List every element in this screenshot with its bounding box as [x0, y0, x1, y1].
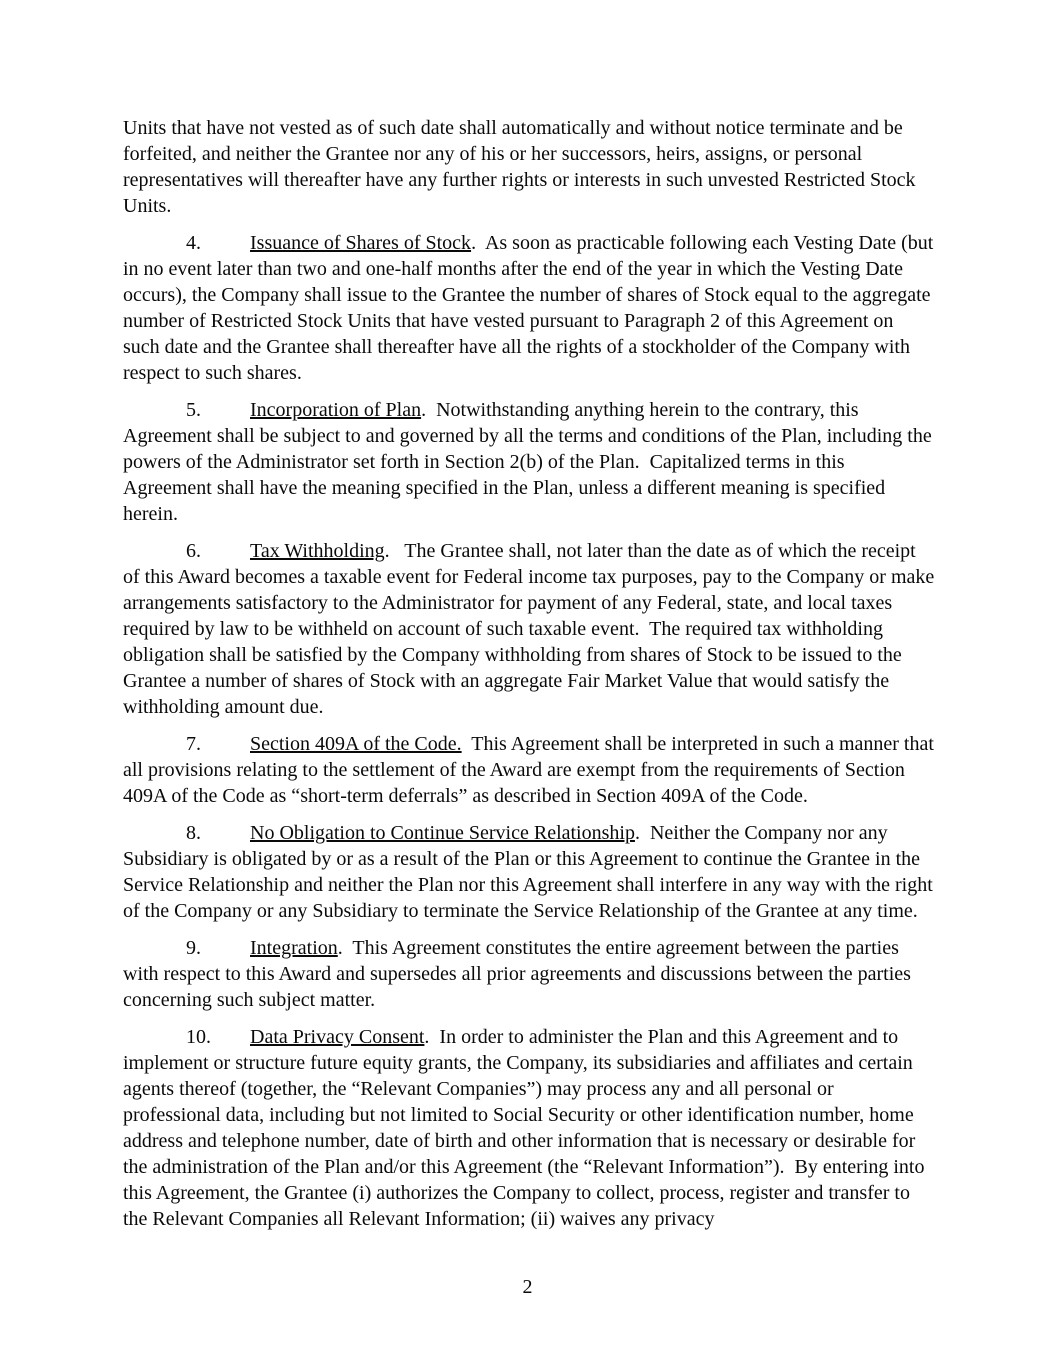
section-body: . Notwithstanding anything herein to the contrary, this Agreement shall be subject to and governed by all the terms and conditions of the Plan, including the powers of the Administrator set forth in Section 2(b) of the Plan. Capitalized terms in this Agreement shall have the meaning specified in the Plan, unless a different meaning is specified herein.: [123, 399, 937, 525]
section-body: This Agreement shall be interpreted in such a manner that all provisions relating to the settlement of the Award are exempt from the requirements of Section 409A of the Code as “short-term deferrals” as described in Section 409A of the Code.: [123, 733, 939, 807]
section-heading: Data Privacy Consent: [250, 1026, 425, 1048]
section-number: 9.: [186, 937, 201, 959]
document-body: [123, 115, 940, 1243]
section-body: . This Agreement constitutes the entire agreement between the parties with respect to this Award and supersedes all prior agreements and discussions between the parties concerning such subject matter.: [123, 937, 916, 1011]
section-number: 10.: [186, 1026, 211, 1048]
section-body: . Neither the Company nor any Subsidiary is obligated by or as a result of the Plan or this Agreement to continue the Grantee in the Service Relationship and neither the Plan nor this Agreement shall interfere in any way with the right of the Company or any Subsidiary to terminate the Service Relationship of the Grantee at any time.: [123, 822, 938, 922]
section-heading: Tax Withholding: [250, 540, 385, 562]
section-6-tax-withholding: [123, 538, 940, 720]
continuation-paragraph: Units that have not vested as of such date shall automatically and without notice terminate and be forfeited, and neither the Grantee nor any of his or her successors, heirs, assigns, or personal representatives will thereafter have any further rights or interests in such unvested Restricted Stock Units.: [123, 117, 921, 217]
section-7-409a-of-the-code: [123, 731, 939, 809]
section-heading: No Obligation to Continue Service Relationship: [250, 822, 635, 844]
section-heading: Section 409A of the Code.: [250, 733, 462, 755]
section-body: . The Grantee shall, not later than the date as of which the receipt of this Award becomes a taxable event for Federal income tax purposes, pay to the Company or make arrangements satisfactory to the Administrator for payment of any Federal, state, and local taxes required by law to be withheld on account of such taxable event. The required tax withholding obligation shall be satisfied by the Company withholding from shares of Stock to be issued to the Grantee a number of shares of Stock with an aggregate Fair Market Value that would satisfy the withholding amount due.: [123, 540, 940, 718]
section-heading: Incorporation of Plan: [250, 399, 422, 421]
section-heading: Integration: [250, 937, 338, 959]
section-number: 5.: [186, 399, 201, 421]
section-body: . In order to administer the Plan and this Agreement and to implement or structure future equity grants, the Company, its subsidiaries and affiliates and certain agents thereof (together, the “Relevant Companies”) may process any and all personal or professional data, including but not limited to Social Security or other identification number, home address and telephone number, date of birth and other information that is necessary or desirable for the administration of the Plan and/or this Agreement (the “Relevant Information”). By entering into this Agreement, the Grantee (i) authorizes the Company to collect, process, register and transfer to the Relevant Companies all Relevant Information; (ii) waives any privacy: [123, 1026, 930, 1230]
section-heading: Issuance of Shares of Stock: [250, 232, 472, 254]
section-number: 6.: [186, 540, 201, 562]
section-number: 4.: [186, 232, 201, 254]
section-4-issuance-of-shares: [123, 230, 939, 386]
section-number: 7.: [186, 733, 201, 755]
page-number: 2: [522, 1276, 533, 1298]
section-number: 8.: [186, 822, 201, 844]
section-9-integration: [123, 935, 935, 1013]
section-8-no-obligation-to-continue-service: [123, 820, 938, 924]
section-10-data-privacy-consent: [123, 1024, 935, 1232]
section-body: . As soon as practicable following each Vesting Date (but in no event later than two and one-half months after the end of the year in which the Vesting Date occurs), the Company shall issue to the Grantee the number of shares of Stock equal to the aggregate number of Restricted Stock Units that have vested pursuant to Paragraph 2 of this Agreement on such date and the Grantee shall thereafter have all the rights of a stockholder of the Company with respect to such shares.: [123, 232, 939, 384]
section-5-incorporation-of-plan: [123, 397, 935, 527]
